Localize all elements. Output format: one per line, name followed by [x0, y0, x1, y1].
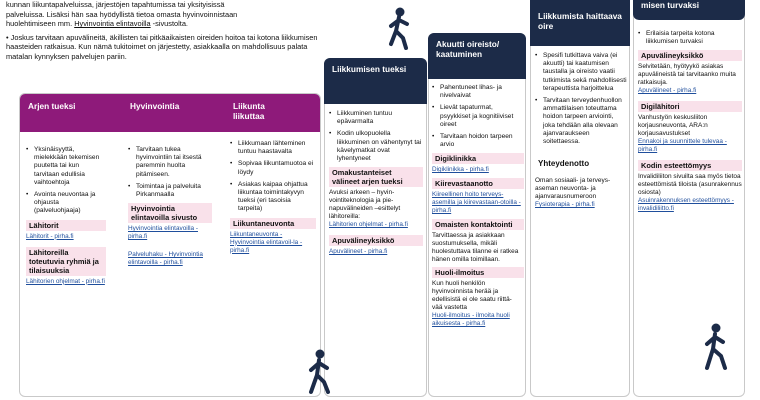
list-item: • Pahentuneet lihas- ja nivelvaivat [432, 84, 524, 100]
header-akuutti: Akuutti oireisto/ kaatuminen [428, 33, 526, 79]
intro-bullet: • Joskus tarvitaan apuvälineitä, äkillisten tai pitkäaikaisten oireiden hoitoa tai kotona liikkumisen haasteiden ratkaisua. Kun nämä tukitoimet on järjestetty, asiakkaalla on mahdollisuus palata matalan kynnyksen palvelujen pariin. [6, 32, 318, 61]
text-avuksi-arkeen: Avuksi arkeen – hyvin-vointiteknologia ja pie-napuvälineiden –esittelyt lähitoreilla: [329, 189, 401, 221]
text-esteettomyys: Invalidiliiton sivuilta saa myös tietoa esteettömistä tiloista (asunrakennus osiosta) [638, 173, 742, 197]
column-arjen [26, 146, 106, 286]
header-liikunta: Liikunta liikuttaa [233, 101, 265, 121]
link-apuvalineet-2[interactable]: Apuvälineet - pirha.fi [638, 87, 697, 95]
list-item: • Spesifi tutkittava vaiva (ei akuutti) tai kaatumisen taustalla ja oireisto vaatii tutkimista sekä mahdollisesti terapeuttista harjoittelua [535, 52, 627, 93]
section-kiirevastaanotto: Kiirevastaanotto [432, 178, 524, 189]
section-ryhmat: Lähitoreilla toteutuvia ryhmiä ja tilaisuuksia [26, 247, 106, 276]
column-turvaksi [638, 30, 742, 213]
text-yhteydenotto: Oman sosiaali- ja terveys-aseman neuvonta- ja ajanvarausnumeroon [535, 177, 611, 201]
section-kodin-esteettomyys: Kodin esteettömyys [638, 160, 742, 171]
list-item: • Liikkuminen tuntuu epävarmalta [329, 110, 423, 126]
intro-line1: kunnan liikuntapalveluissa, järjestöjen tapahtumissa tai yksityisissä [6, 0, 225, 9]
intro-link-hyvinvointia[interactable]: Hyvinvointia elintavoilla [74, 19, 151, 29]
column-haittaava [535, 52, 627, 209]
text-huoli: Kun huoli henkilön hyvinvoinnista herää ja edellisistä ei ole saatu riittä- vää vastetta [432, 280, 512, 312]
header-turvaksi: misen turvaksi [633, 0, 745, 20]
link-huoli-ilmoitus[interactable]: Huoli-ilmoitus - ilmoita huoli aikuisesta - pirha.fi [432, 312, 510, 328]
intro-line2: palveluissa. Lisäksi hän saa hyödyllistä tietoa omasta hyvinvoinnistaan [6, 9, 238, 19]
link-lahitorien-ohjelmat[interactable]: Lähitorien ohjelmat - pirha.fi [26, 277, 105, 285]
section-apuvalineyksikko: Apuvälineyksikkö [329, 235, 423, 246]
list-item: • Tarvitaan tukea hyvinvointiin tai itsestä paremmin huolta pitämiseen. [128, 146, 212, 179]
section-digilahitori: Digilähitori [638, 101, 742, 112]
text-digilahitori: Vanhustyön keskusliiton korjausneuvonta, ARA:n korjausavustukset [638, 114, 708, 138]
section-elintavoilla: Hyvinvointia elintavoilla sivusto [128, 203, 212, 223]
link-digiklinikka[interactable]: Digiklinikka - pirha.fi [432, 166, 489, 174]
header-haittaava [530, 0, 630, 46]
section-omakustanteiset: Omakustanteiset välineet arjen tueksi [329, 167, 423, 187]
list-item: • Liikkumaan lähteminen tuntuu haastavalta [230, 140, 316, 156]
intro-text [6, 0, 324, 65]
link-lahitorien-ohjelmat-2[interactable]: Lähitorien ohjelmat - pirha.fi [329, 221, 408, 229]
list-item: • Erilaisia tarpeita kotona liikkumisen turvaksi [638, 30, 742, 46]
link-kiireellinen-hoito[interactable]: Kiireellinen hoito terveys-asemilla ja kiirevastaan-otoilla - pirha.fi [432, 191, 521, 215]
link-fysioterapia[interactable]: Fysioterapia - pirha.fi [535, 201, 595, 209]
link-liikuntaneuvonta[interactable]: Liikuntaneuvonta - Hyvinvointia elintavoil-la - pirha.fi [230, 230, 303, 254]
header-liikkumisen: Liikkumisen tueksi [324, 58, 427, 104]
column-hyvinvointia [128, 146, 212, 267]
link-lahitorit[interactable]: Lähitorit - pirha.fi [26, 232, 74, 240]
list-item: • Lievät tapaturmat, psyykkiset ja kognitiiviset oireet [432, 104, 524, 129]
column-liikkumisen [329, 110, 423, 256]
climbing-person-icon [385, 6, 413, 50]
header-haittaava-label: Liikkumista haittaava oire [538, 11, 622, 31]
text-apuvalineet: Selvitetään, hyötyykö asiakas apuvälineistä tai tarvitaanko muita ratkaisuja. [638, 63, 736, 87]
purple-header-bar [20, 94, 320, 132]
text-omaisten: Tarvittaessa ja asiakkaan suostumuksella, mikäli huolestuttava tilanne ei ratkea hänen omilla toimillaan. [432, 232, 519, 264]
link-hyvinvointia-elintavoilla[interactable]: Hyvinvointia elintavoilla - pirha.fi [128, 225, 198, 241]
list-item: • Sopivaa liikuntamuotoa ei löydy [230, 160, 316, 176]
list-item: • Tarvitaan terveydenhuollon ammattilaisen toteuttama hoidon tarpeen arviointi, joka tehdään alla olevaan ajanvaraukseen soitettaessa. [535, 97, 627, 146]
intro-line3c: -sivustolta. [150, 19, 188, 29]
section-yhteydenotto: Yhteydenotto [535, 158, 627, 169]
list-item: • Tarvitaan hoidon tarpeen arvio [432, 133, 524, 149]
list-item: • Kodin ulkopuolella liikkuminen on vähentynyt tai kävelymatkat ovat lyhentyneet [329, 130, 423, 163]
column-akuutti [432, 84, 524, 328]
list-item: • Toimintaa ja palveluita Pirkanmaalla [128, 183, 212, 199]
list-item: • Avointa neuvontaa ja ohjausta (palveluohjaaja) [26, 191, 106, 216]
section-liikuntaneuvonta: Liikuntaneuvonta [230, 218, 316, 229]
link-palveluhaku[interactable]: Palveluhaku - Hyvinvointia elintavoilla - pirha.fi [128, 251, 203, 267]
section-digiklinikka: Digiklinikka [432, 153, 524, 164]
column-liikunta [230, 140, 316, 255]
section-omaisten-kontaktointi: Omaisten kontaktointi [432, 219, 524, 230]
link-ennakoi[interactable]: Ennakoi ja suunnittele tulevaa - pirha.fi [638, 138, 727, 154]
climbing-person-icon [306, 348, 334, 396]
section-apuvalineyksikko-2: Apuvälineyksikkö [638, 50, 742, 61]
intro-line3a: huolehtimiseen mm. [6, 19, 75, 29]
header-hyvinvointia: Hyvinvointia [130, 101, 180, 111]
link-asuinrakennuksen[interactable]: Asuinrakennuksen esteettömyys -invalidiliitto.fi [638, 197, 734, 213]
header-arjen: Arjen tueksi [28, 101, 76, 111]
section-lahitorit: Lähitorit [26, 220, 106, 231]
link-apuvalineet[interactable]: Apuvälineet - pirha.fi [329, 248, 388, 256]
list-item: • Asiakas kaipaa ohjattua liikuntaa toimintakyvyn tueksi (eri tasoisia tarpeita) [230, 181, 316, 214]
section-huoli-ilmoitus: Huoli-ilmoitus [432, 267, 524, 278]
list-item: • Yksinäisyyttä, mielekkään tekemisen puutetta tai kun tarvitaan edullisia vaihtoehtoja [26, 146, 106, 187]
climbing-person-icon [702, 322, 730, 372]
